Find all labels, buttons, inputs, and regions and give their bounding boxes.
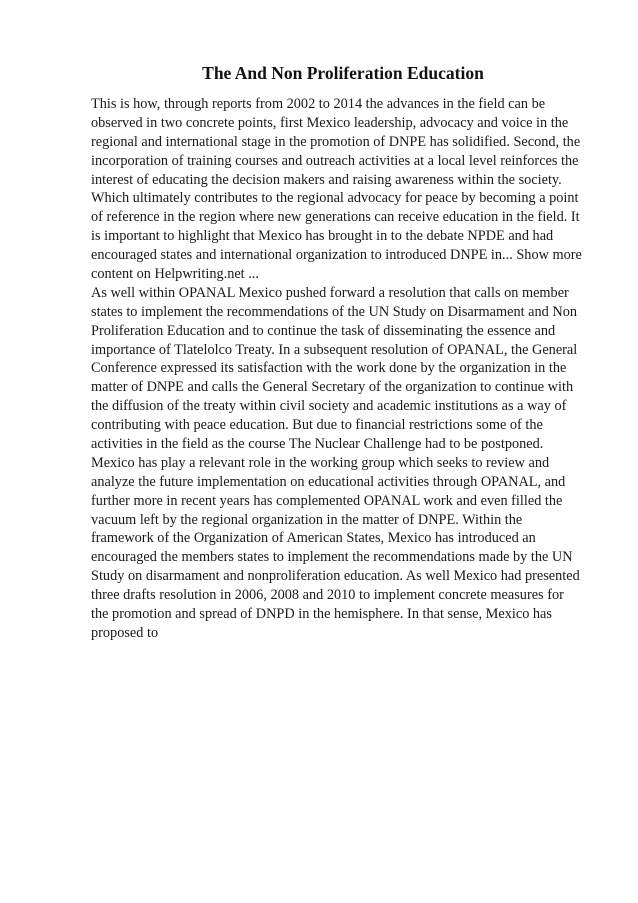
body-line: regional and international stage in the promotion of DNPE has solidified. Second, the	[91, 133, 581, 150]
body-line: observed in two concrete points, first Mexico leadership, advocacy and voice in the	[91, 114, 569, 131]
body-line: framework of the Organization of American States, Mexico has introduced an	[91, 530, 536, 547]
body-line: activities in the field as the course The Nuclear Challenge had to be postponed.	[91, 436, 544, 453]
body-line: is important to highlight that Mexico has brought in to the debate NPDE and had	[91, 228, 554, 245]
body-line: the diffusion of the treaty within civil society and academic institutions as a way of	[91, 398, 567, 415]
body-line: vacuum left by the regional organization in the matter of DNPE. Within the	[91, 511, 523, 528]
document-title: The And Non Proliferation Education	[202, 63, 484, 83]
body-line: proposed to	[91, 624, 159, 641]
body-line: Which ultimately contributes to the regional advocacy for peace by becoming a point	[91, 190, 579, 207]
body-line: Study on disarmament and nonproliferation education. As well Mexico had presented	[91, 568, 580, 585]
body-line: Mexico has play a relevant role in the working group which seeks to review and	[91, 454, 550, 471]
body-line: This is how, through reports from 2002 to 2014 the advances in the field can be	[91, 96, 546, 112]
body-line: Proliferation Education and to continue the task of disseminating the essence and	[91, 322, 556, 339]
body-line: the promotion and spread of DNPD in the hemisphere. In that sense, Mexico has	[91, 606, 552, 623]
body-line: interest of educating the decision makers and raising awareness within the society.	[91, 171, 562, 188]
body-line: contributing with peace education. But due to financial restrictions some of the	[91, 417, 543, 434]
body-line: Conference expressed its satisfaction with the work done by the organization in the	[91, 360, 567, 377]
body-line: matter of DNPE and calls the General Secretary of the organization to continue with	[91, 379, 574, 396]
body-line: three drafts resolution in 2006, 2008 and 2010 to implement concrete measures for	[91, 587, 564, 604]
body-line: analyze the future implementation on educational activities through OPANAL, and	[91, 473, 566, 490]
body-line: importance of Tlatelolco Treaty. In a subsequent resolution of OPANAL, the General	[91, 341, 578, 358]
body-line: content on Helpwriting.net ...	[91, 266, 259, 283]
body-line: of reference in the region where new generations can receive education in the field. It	[91, 209, 580, 226]
body-line: encouraged states and international organization to introduced DNPE in... Show more	[91, 247, 582, 264]
body-line: states to implement the recommendations of the UN Study on Disarmament and Non	[91, 303, 577, 320]
body-line: As well within OPANAL Mexico pushed forward a resolution that calls on member	[91, 284, 569, 301]
body-line: incorporation of training courses and outreach activities at a local level reinforces the	[91, 152, 579, 169]
document-body	[91, 95, 591, 643]
body-line: encouraged the members states to implement the recommendations made by the UN	[91, 549, 573, 566]
body-line: further more in recent years has complemented OPANAL work and even filled the	[91, 492, 563, 509]
